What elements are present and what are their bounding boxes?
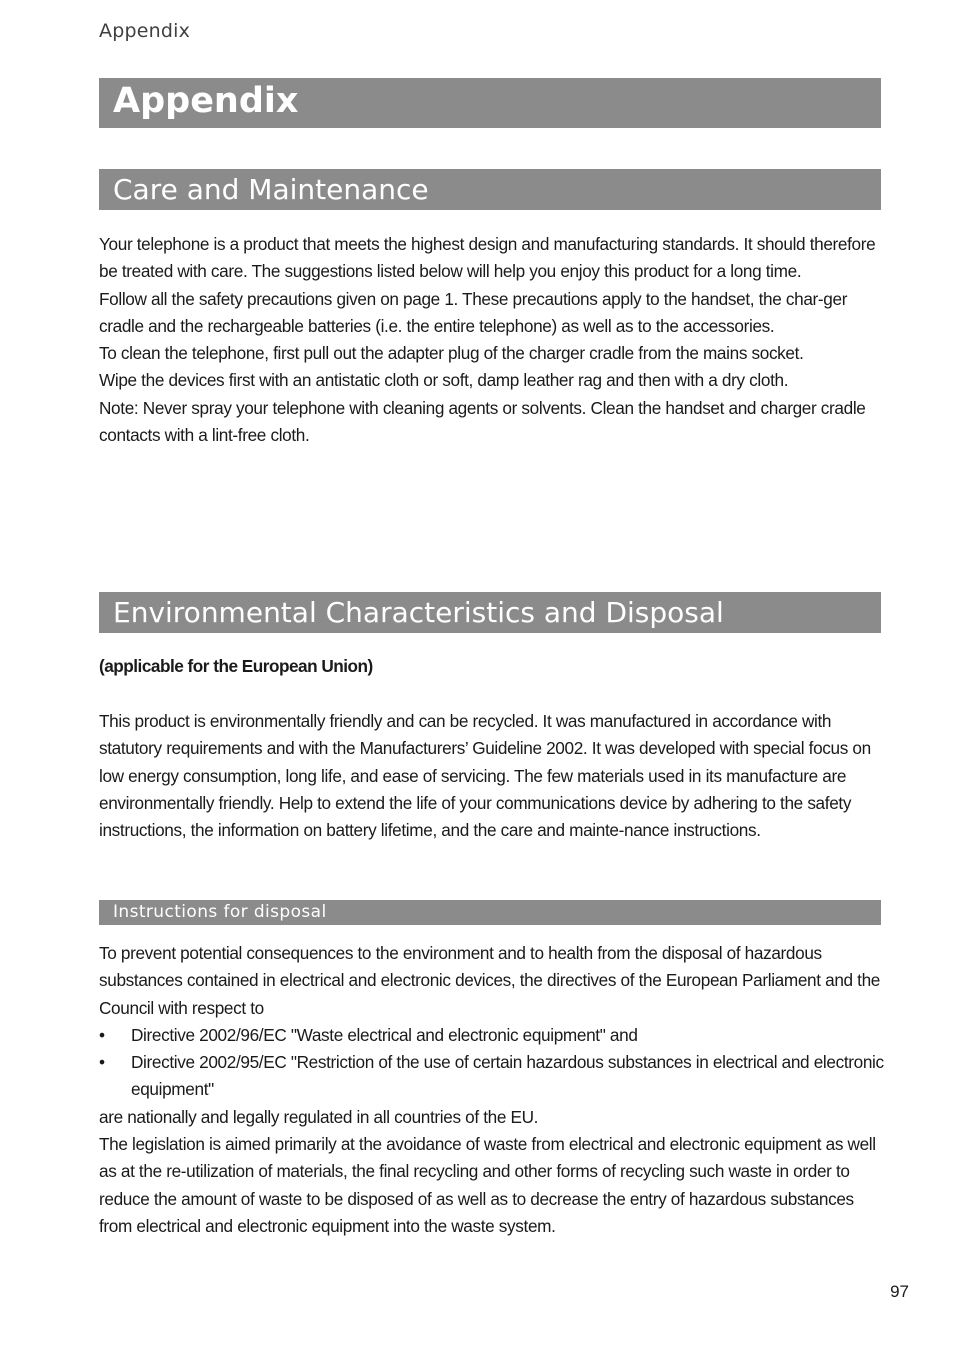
care-paragraph: Your telephone is a product that meets the highest design and manufacturing standards. It should therefore be treated with care. The suggestions listed below will help you enjoy this product for a long time.	[99, 234, 876, 282]
care-paragraph: Wipe the devices first with an antistatic cloth or soft, damp leather rag and then with a dry cloth.	[99, 370, 789, 391]
care-section-body	[99, 231, 885, 449]
section-heading-environment: Environmental Characteristics and Disposal	[99, 592, 881, 633]
list-item	[99, 1049, 885, 1104]
page-title: Appendix	[99, 78, 881, 128]
environment-section-body	[99, 708, 885, 844]
bullet-icon: •	[99, 1024, 105, 1045]
list-item	[99, 1022, 885, 1049]
bullet-icon: •	[99, 1052, 105, 1073]
subsection-heading-disposal: Instructions for disposal	[99, 900, 881, 925]
section-heading-care: Care and Maintenance	[99, 169, 881, 210]
disposal-section-body	[99, 940, 885, 1240]
care-paragraph: To clean the telephone, first pull out the adapter plug of the charger cradle from the mains socket.	[99, 343, 804, 364]
running-header: Appendix	[99, 20, 191, 42]
directive-list	[99, 1022, 885, 1104]
care-paragraph: Follow all the safety precautions given on page 1. These precautions apply to the handset, the char-ger cradle and the rechargeable batteries (i.e. the entire telephone) as well as to the accessories.	[99, 288, 848, 336]
eu-applicability-note: (applicable for the European Union)	[99, 656, 373, 676]
environment-paragraph: This product is environmentally friendly and can be recycled. It was manufactured in accordance with statutory requirements and with the Manufacturers’ Guideline 2002. It was developed with special focus on low energy consumption, long life, and ease of servicing. The few materials used in its manufacture are environmentally friendly. Help to extend the life of your communications device by adhering to the safety instructions, the information on battery lifetime, and the care and mainte-nance instructions.	[99, 711, 871, 841]
care-paragraph: Note: Never spray your telephone with cleaning agents or solvents. Clean the handset and charger cradle contacts with a lint-free cloth.	[99, 397, 866, 446]
disposal-legislation-text: The legislation is aimed primarily at the avoidance of waste from electrical and electronic equipment as well as at the re-utilization of materials, the final recycling and other forms of recycling such waste in order to reduce the amount of waste to be disposed of as well as to decrease the entry of hazardous substances from electrical and electronic equipment into the waste system.	[99, 1134, 876, 1236]
list-item-text: Directive 2002/96/EC "Waste electrical and electronic equipment" and	[131, 1024, 638, 1045]
list-item-text: Directive 2002/95/EC "Restriction of the use of certain hazardous substances in electrical and electronic equipment"	[131, 1052, 884, 1100]
page-number: 97	[890, 1282, 909, 1301]
disposal-intro: To prevent potential consequences to the environment and to health from the disposal of hazardous substances contained in electrical and electronic devices, the directives of the European Parliament and the Council with respect to	[99, 943, 880, 1018]
disposal-regulated-text: are nationally and legally regulated in all countries of the EU.	[99, 1106, 539, 1127]
